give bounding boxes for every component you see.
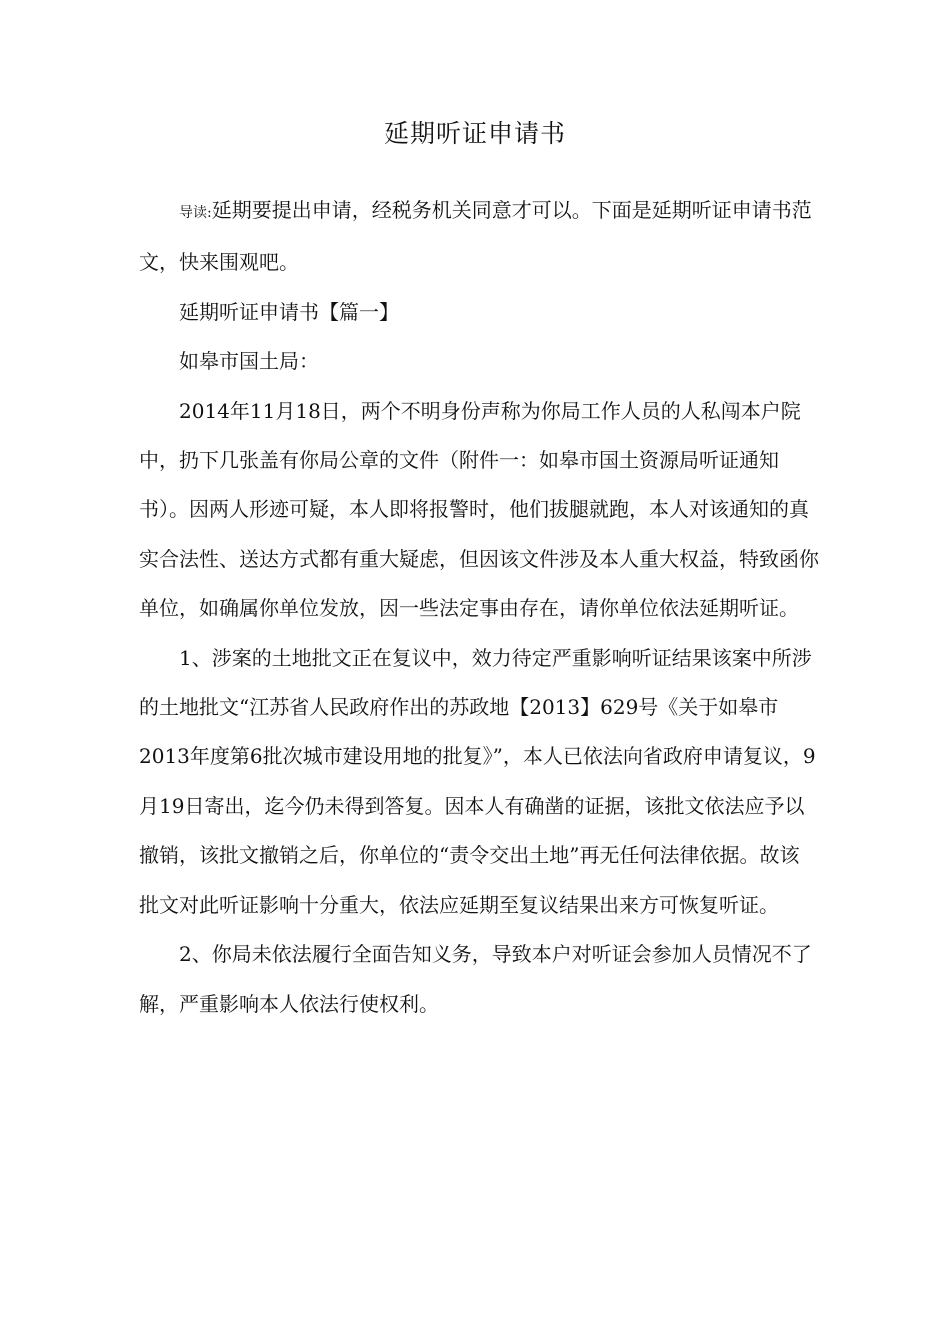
intro-text: 延期要提出申请，经税务机关同意才可以。下面是延期听证申请书范文，快来围观吧。 bbox=[139, 198, 812, 275]
body-paragraph-2: 1、涉案的土地批文正在复议中，效力待定严重影响听证结果该案中所涉的土地批文“江苏省人民政府作出的苏政地【2013】629号《关于如皋市2013年度第6批次城市建设用地的批复》”，本人已依法向省政府申请复议，9月19日寄出，迄今仍未得到答复。因本人有确凿的证据，该批文依法应予以撤销，该批文撤销之后，你单位的“责令交出土地”再无任何法律依据。故该批文对此听证影响十分重大，依法应延期至复议结果出来方可恢复听证。 bbox=[139, 645, 816, 917]
section-heading: 延期听证申请书【篇一】 bbox=[179, 299, 399, 324]
intro-paragraph bbox=[139, 186, 819, 288]
body-paragraph-1: 2014年11月18日，两个不明身份声称为你局工作人员的人私闯本户院中，扔下几张盖有你局公章的文件（附件一：如皋市国土资源局听证通知书）。因两人形迹可疑，本人即将报警时，他们拔腿就跑，本人对该通知的真实合法性、送达方式都有重大疑虑，但因该文件涉及本人重大权益，特致函你单位，如确属你单位发放，因一些法定事由存在，请你单位依法延期听证。 bbox=[139, 398, 819, 621]
intro-label: 导读: bbox=[179, 205, 212, 221]
body-paragraph-3: 2、你局未依法履行全面告知义务，导致本户对听证会参加人员情况不了解，严重影响本人依法行使权利。 bbox=[139, 942, 812, 1016]
addressee: 如皋市国土局： bbox=[179, 349, 319, 374]
document-body bbox=[139, 186, 819, 1029]
document-title: 延期听证申请书 bbox=[383, 119, 566, 148]
